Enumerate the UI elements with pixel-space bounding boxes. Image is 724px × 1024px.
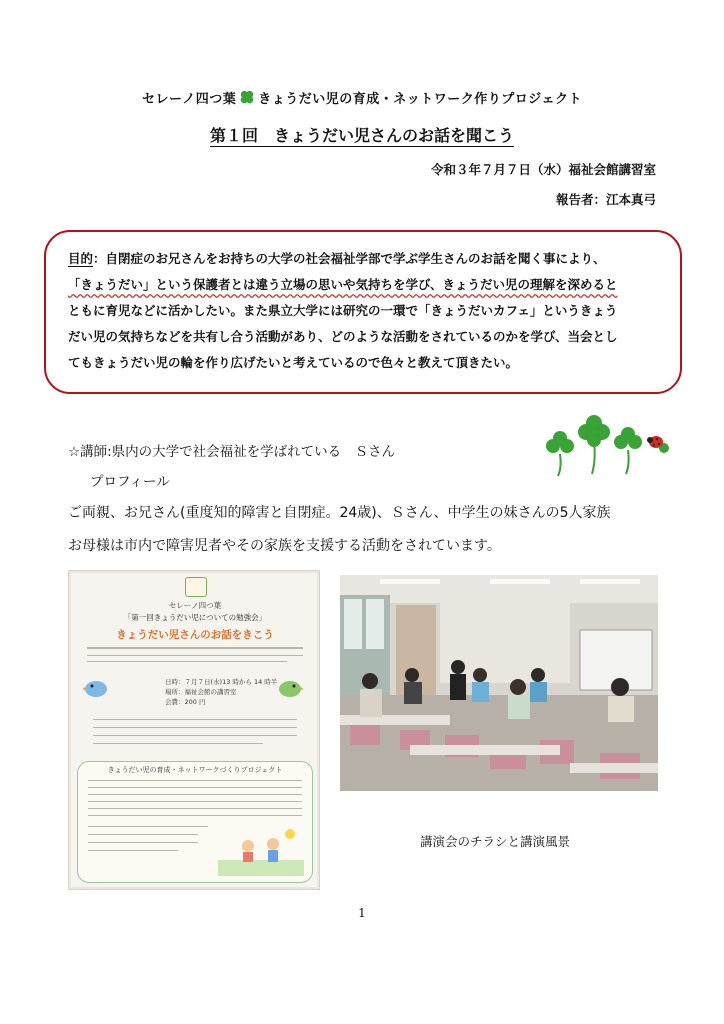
flyer-fee: 会費：200 円 <box>165 698 206 706</box>
flyer-project-title: きょうだい児の育成・ネットワークづくりプロジェクト <box>107 766 283 774</box>
profile-label: プロフィール <box>90 474 170 490</box>
project-name: きょうだい児の育成・ネットワーク作りプロジェクト <box>258 92 582 107</box>
lecture-photo <box>340 575 658 791</box>
flyer-event: 「第一回きょうだい児についての勉強会」 <box>123 613 267 622</box>
page-title-text: 第１回 きょうだい児さんのお話を聞こう <box>209 126 514 145</box>
event-flyer <box>68 570 320 890</box>
clover-icon <box>238 90 256 106</box>
clover-ladybug-illustration <box>536 412 686 478</box>
purpose-text <box>68 246 666 376</box>
project-header <box>0 88 724 107</box>
org-logo-icon <box>185 577 207 597</box>
purpose-line-3: ともに育児などに活かしたい。また県立大学には研究の一環で「きょうだいカフェ」というきょう <box>68 303 618 318</box>
profile-family: ご両親、お兄さん(重度知的障害と自閉症。24歳)、Ｓさん、中学生の妹さんの5人家族 <box>68 505 611 521</box>
purpose-line-5: てもきょうだい児の輪を作り広げたいと考えているので色々と教えて頂きたい。 <box>68 355 519 370</box>
bird-illustration-icon <box>83 675 109 699</box>
org-name: セレーノ四つ葉 <box>142 92 237 107</box>
flyer-headline: きょうだい児さんのお話をきこう <box>116 629 274 641</box>
children-illustration-icon <box>218 824 304 876</box>
purpose-colon: ： <box>93 251 106 266</box>
purpose-line-2: 「きょうだい」という保護者とは違う立場の思いや気持ちを学び、きょうだい児の理解を深めると <box>68 277 618 292</box>
flyer-place: 場所：福祉会館の講習室 <box>165 688 237 696</box>
flyer-date: 日時：７月７日(水)13 時から 14 時半 <box>165 678 278 686</box>
profile-mother: お母様は市内で障害児者やその家族を支援する活動をされています。 <box>68 538 501 554</box>
purpose-line-4: だい児の気持ちなどを共有し合う活動があり、どのような活動をされているのかを学び、当会とし <box>68 329 618 344</box>
date-place: 令和３年７月７日（水）福祉会館講習室 <box>430 162 656 177</box>
purpose-box <box>44 230 682 394</box>
photo-caption: 講演会のチラシと講演風景 <box>420 834 571 849</box>
page-number: 1 <box>358 906 366 920</box>
ladybug-icon <box>647 436 663 448</box>
flyer-project-box <box>77 761 313 883</box>
lecturer-line: ☆講師:県内の大学で社会福祉を学ばれている Ｓさん <box>68 444 396 460</box>
reporter: 報告者：江本真弓 <box>555 192 656 207</box>
bird-illustration-icon-2 <box>277 675 303 699</box>
purpose-line-1 <box>68 246 666 272</box>
page-title <box>0 123 724 146</box>
purpose-label: 目的 <box>68 251 94 266</box>
purpose-text-1: 自閉症のお兄さんをお持ちの大学の社会福祉学部で学ぶ学生さんのお話を聞く事により、 <box>105 251 606 266</box>
flyer-org: セレーノ四つ葉 <box>168 601 222 610</box>
